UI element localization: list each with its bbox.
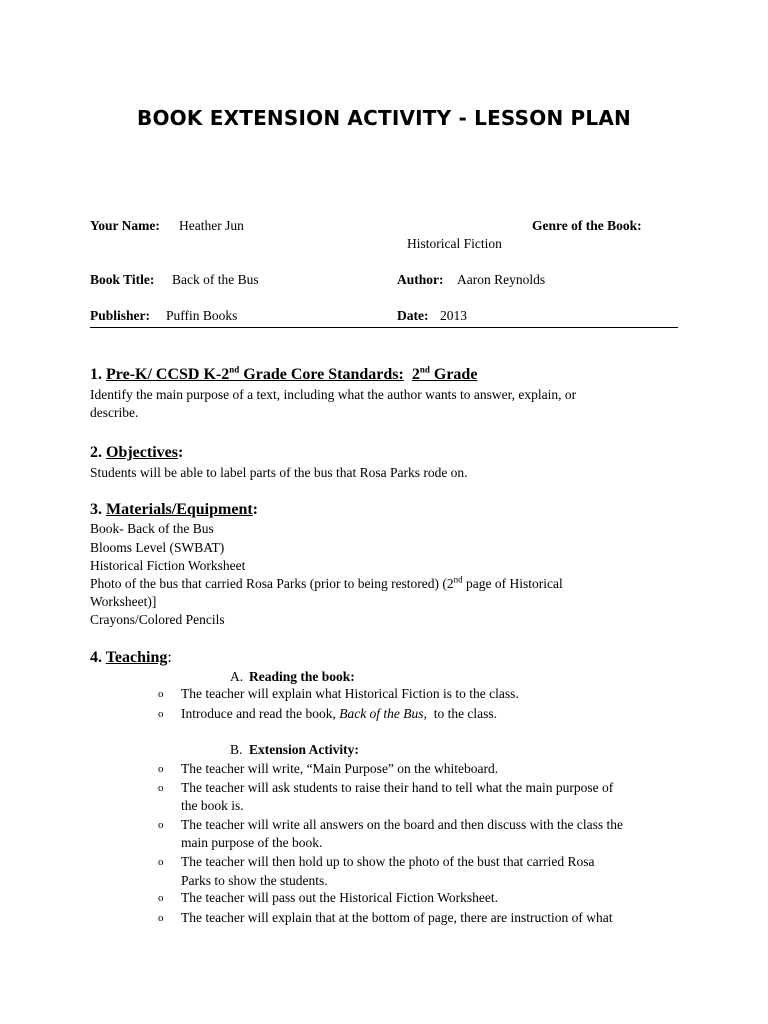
bullet-item: The teacher will explain what Historical Fiction is to the class.	[181, 686, 519, 701]
section-3-heading: 3. Materials/Equipment:	[90, 501, 258, 518]
your-name-value: Heather Jun	[179, 218, 244, 233]
material-item: Book- Back of the Bus	[90, 521, 214, 536]
genre-label: Genre of the Book:	[532, 218, 642, 233]
bullet-item-continued: main purpose of the book.	[181, 835, 323, 850]
material-item: Blooms Level (SWBAT)	[90, 540, 225, 555]
bullet-item: The teacher will write all answers on the board and then discuss with the class the	[181, 817, 623, 832]
subsection-b-title: Extension Activity:	[249, 742, 359, 757]
header-divider	[90, 327, 678, 328]
book-title-italic: Back of the Bus,	[339, 706, 427, 721]
bullet-item: The teacher will pass out the Historical Fiction Worksheet.	[181, 890, 498, 905]
publisher-value: Puffin Books	[166, 308, 238, 323]
bullet-marker: o	[158, 856, 164, 868]
document-title: BOOK EXTENSION ACTIVITY - LESSON PLAN	[137, 106, 631, 130]
subsection-a-letter: A.	[230, 669, 244, 684]
section-1-grade: 2nd Grade	[411, 364, 478, 383]
subsection-a-title: Reading the book:	[249, 669, 355, 684]
bullet-marker: o	[158, 782, 164, 794]
bullet-item: The teacher will explain that at the bottom of page, there are instruction of what	[181, 910, 613, 925]
section-4-title: Teaching	[105, 649, 168, 666]
bullet-item-continued: Parks to show the students.	[181, 873, 328, 888]
book-title-value: Back of the Bus	[172, 272, 259, 287]
bullet-item: The teacher will then hold up to show the photo of the bust that carried Rosa	[181, 854, 595, 869]
section-1-text-line-1: Identify the main purpose of a text, including what the author wants to answer, explain, or	[90, 387, 577, 402]
bullet-marker: o	[158, 912, 164, 924]
section-2-title: Objectives	[106, 444, 178, 461]
author-label: Author:	[397, 272, 444, 287]
material-item: Historical Fiction Worksheet	[90, 558, 246, 573]
your-name-label: Your Name:	[90, 218, 160, 233]
author-value: Aaron Reynolds	[457, 272, 546, 287]
material-item: Photo of the bus that carried Rosa Parks (prior to being restored) (2nd page of Historical	[90, 574, 563, 591]
bullet-item: Introduce and read the book, Back of the Bus, to the class.	[181, 706, 498, 721]
bullet-marker: o	[158, 708, 164, 720]
section-1-title: Pre-K/ CCSD K-2nd	[106, 364, 240, 383]
bullet-item: The teacher will ask students to raise their hand to tell what the main purpose of	[181, 780, 614, 795]
section-4-heading: 4. Teaching:	[90, 649, 172, 666]
bullet-marker: o	[158, 892, 164, 904]
subsection-b-letter: B.	[230, 742, 243, 757]
bullet-marker: o	[158, 688, 164, 700]
section-1-heading: 1. Pre-K/ CCSD K-2nd Grade Core Standards: 2nd Grade	[90, 364, 478, 383]
section-1-text-line-2: describe.	[90, 405, 139, 420]
section-3-title: Materials/Equipment	[106, 501, 253, 518]
section-2-heading: 2. Objectives:	[90, 444, 184, 461]
bullet-marker: o	[158, 819, 164, 831]
material-item: Crayons/Colored Pencils	[90, 612, 225, 627]
section-1-number: 1.	[90, 366, 102, 383]
publisher-label: Publisher:	[90, 308, 151, 323]
date-label: Date:	[397, 308, 429, 323]
bullet-item: The teacher will write, “Main Purpose” on the whiteboard.	[181, 761, 499, 776]
bullet-marker: o	[158, 763, 164, 775]
section-2-text: Students will be able to label parts of the bus that Rosa Parks rode on.	[90, 465, 468, 480]
date-value: 2013	[440, 308, 467, 323]
book-title-label: Book Title:	[90, 272, 155, 287]
genre-value: Historical Fiction	[407, 236, 502, 251]
material-item-continued: Worksheet)]	[90, 594, 157, 609]
bullet-item-continued: the book is.	[181, 798, 244, 813]
